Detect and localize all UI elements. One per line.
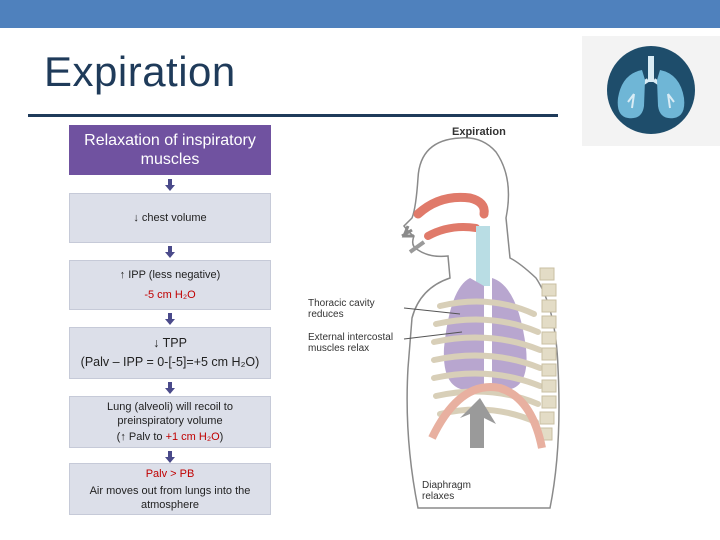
flow-step-relaxation xyxy=(69,125,271,175)
expiration-anatomy-figure xyxy=(300,118,570,518)
title-underline xyxy=(28,114,558,117)
lungs-logo xyxy=(582,36,720,146)
flow-arrow-4 xyxy=(165,382,175,396)
flow-step-recoil-line2: (↑ Palv to +1 cm H₂O) xyxy=(116,431,224,443)
figure-title: Expiration xyxy=(452,126,506,138)
flow-step-ipp xyxy=(69,260,271,310)
lungs-icon xyxy=(582,36,720,146)
flow-step-recoil xyxy=(69,396,271,448)
slide-title: Expiration xyxy=(44,48,236,95)
top-bar xyxy=(0,0,720,28)
flow-step-ipp-line1: ↑ IPP (less negative) xyxy=(119,269,221,281)
label-thoracic-cavity: Thoracic cavity reduces xyxy=(308,298,375,320)
flow-step-ipp-line2: -5 cm H₂O xyxy=(144,289,196,301)
flow-step-relaxation-text: Relaxation of inspiratory muscles xyxy=(84,132,256,168)
flow-step-recoil-line1: Lung (alveoli) will recoil to preinspiratory volume xyxy=(107,401,233,427)
flow-step-tpp-line2: (Palv – IPP = 0-[-5]=+5 cm H₂O) xyxy=(80,355,260,369)
flow-step-air-out-line2: Air moves out from lungs into the atmosphere xyxy=(89,484,251,511)
flow-arrow-2 xyxy=(165,246,175,260)
label-diaphragm: Diaphragm relaxes xyxy=(422,480,471,502)
flow-step-chest-volume xyxy=(69,193,271,243)
label-external-intercostal: External intercostal muscles relax xyxy=(308,332,394,354)
flow-step-tpp xyxy=(69,327,271,379)
flow-step-air-out-line1: Palv > PB xyxy=(145,467,195,480)
flow-arrow-3 xyxy=(165,313,175,327)
flow-arrow-1 xyxy=(165,179,175,193)
flow-step-air-out xyxy=(69,463,271,515)
flow-step-tpp-line1: ↓ TPP xyxy=(153,336,187,350)
flow-step-chest-volume-text: ↓ chest volume xyxy=(133,212,207,224)
